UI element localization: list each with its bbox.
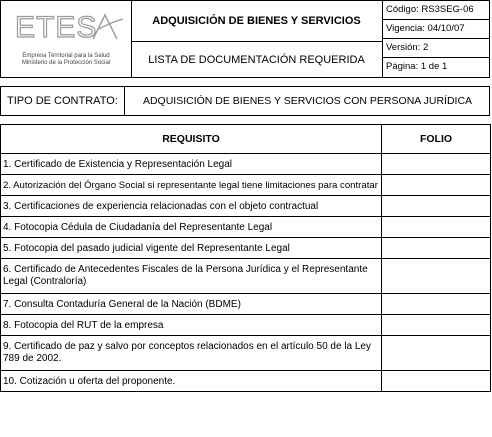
requirement-cell: 2. Autorización del Órgano Social si representante legal tiene limitaciones para contratar — [1, 175, 382, 196]
table-row — [1, 294, 491, 315]
pagina-label: Página: 1 de 1 — [386, 61, 448, 72]
requirement-cell: 6. Certificado de Antecedentes Fiscales de la Persona Jurídica y el Representante Legal (Contraloría) — [1, 259, 382, 294]
folio-cell — [382, 294, 491, 315]
table-row — [1, 259, 491, 294]
table-row — [1, 196, 491, 217]
table-header-row — [1, 125, 491, 154]
table-row — [1, 315, 491, 336]
column-header-folio: FOLIO — [382, 125, 491, 154]
table-row — [1, 175, 491, 196]
title-cell — [131, 1, 383, 77]
requirement-cell: 9. Certificado de paz y salvo por conceptos relacionados en el artículo 50 de la Ley 789 de 2002. — [1, 336, 382, 371]
folio-cell — [382, 154, 491, 175]
requirement-cell: 8. Fotocopia del RUT de la empresa — [1, 315, 382, 336]
requirement-cell: 10. Cotización u oferta del proponente. — [1, 371, 382, 392]
document-header — [0, 0, 490, 78]
table-row — [1, 217, 491, 238]
etesa-logo — [13, 9, 125, 45]
document-metadata — [383, 1, 489, 77]
requirements-table — [0, 124, 491, 392]
logo-cell — [1, 1, 132, 77]
requirement-cell: 5. Fotocopia del pasado judicial vigente del Representante Legal — [1, 238, 382, 259]
folio-cell — [382, 196, 491, 217]
table-row — [1, 371, 491, 392]
logo-subtitle — [5, 53, 127, 67]
folio-cell — [382, 259, 491, 294]
folio-cell — [382, 315, 491, 336]
contract-type-row — [0, 86, 490, 116]
document-subtitle: LISTA DE DOCUMENTACIÓN REQUERIDA — [148, 53, 365, 66]
requirement-cell: 7. Consulta Contaduría General de la Nación (BDME) — [1, 294, 382, 315]
folio-cell — [382, 217, 491, 238]
requirement-cell: 4. Fotocopia Cédula de Ciudadanía del Representante Legal — [1, 217, 382, 238]
vigencia-label: Vigencia: 04/10/07 — [383, 20, 489, 39]
folio-cell — [382, 371, 491, 392]
folio-cell — [382, 238, 491, 259]
logo-text: ETESA — [13, 9, 17, 10]
version-label: Versión: 2 — [383, 39, 489, 58]
logo-subtitle-line-1: Empresa Territorial para la Salud — [22, 53, 110, 59]
table-row — [1, 154, 491, 175]
table-row — [1, 238, 491, 259]
logo-subtitle-line-2: Ministerio de la Protección Social — [21, 60, 111, 66]
codigo-label: Código: RS3SEG-06 — [383, 1, 489, 20]
table-row — [1, 336, 491, 371]
contract-type-value: ADQUISICIÓN DE BIENES Y SERVICIOS CON PERSONA JURÍDICA — [142, 95, 473, 107]
folio-cell — [382, 175, 491, 196]
document-title: ADQUISICIÓN DE BIENES Y SERVICIOS — [131, 1, 382, 42]
requirement-cell: 1. Certificado de Existencia y Representación Legal — [1, 154, 382, 175]
requirement-cell: 3. Certificaciones de experiencia relacionadas con el objeto contractual — [1, 196, 382, 217]
folio-cell — [382, 336, 491, 371]
contract-type-label: TIPO DE CONTRATO: — [1, 87, 125, 115]
column-header-requisito: REQUISITO — [1, 125, 382, 154]
svg-text:ETES: ETES — [15, 11, 98, 44]
